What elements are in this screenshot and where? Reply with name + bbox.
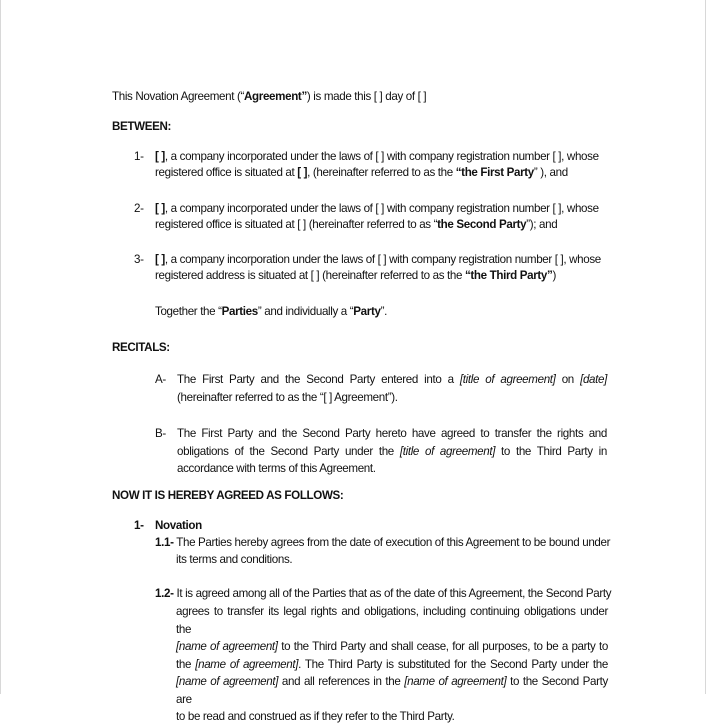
recital-a: The First Party and the Second Party entered into a [title of agreement] on [date] (hereinafter referred to as the “[ ] Agreement”).: [177, 373, 607, 404]
recitals-heading: RECITALS:: [112, 341, 170, 354]
recital-letter: B-: [155, 427, 166, 440]
recital-b: The First Party and the Second Party hereto have agreed to transfer the rights and obligations of the Second Party under the [title of agreement] to the Third Party in accordance with terms of this Agreement.: [177, 427, 607, 475]
section-title: Novation: [155, 519, 202, 532]
clause-1-2-line-1: 1.2- It is agreed among all of the Parties that as of the date of this Agreement, the Second Party: [155, 587, 612, 600]
recital-letter: A-: [155, 373, 166, 386]
party-3-line-1: [ ], a company incorporation under the laws of [ ] with company registration number [ ], whose: [155, 253, 601, 266]
party-3-line-2: registered address is situated at [ ] (hereinafter referred to as the “the Third Party”): [155, 269, 556, 282]
agreed-heading: NOW IT IS HEREBY AGREED AS FOLLOWS:: [112, 489, 344, 502]
clause-1-1-line-1: 1.1- The Parties hereby agrees from the date of execution of this Agreement to be bound under: [155, 536, 611, 549]
party-1-line-1: [ ], a company incorporated under the laws of [ ] with company registration number [ ], whose: [155, 150, 599, 163]
together-line: Together the “Parties” and individually a “Party”.: [155, 305, 387, 318]
party-number: 3-: [134, 253, 144, 266]
party-number: 2-: [134, 202, 144, 215]
party-2-line-1: [ ], a company incorporated under the laws of [ ] with company registration number [ ], whose: [155, 202, 599, 215]
clause-1-2-body: agrees to transfer its legal rights and obligations, including continuing obligations under the [name of agreement] to the Third Party and shall cease, for all purposes, to be a party to the [name of agreement]. The Third Party is substituted for the Second Party under the [name of agreement] and all references in the [name of agreement] to the Second Party are to be read and construed as if they refer to the Third Party.: [176, 605, 608, 723]
section-number: 1-: [134, 519, 144, 532]
party-1-line-2: registered office is situated at [ ], (hereinafter referred to as the “the First Party” ), and: [155, 166, 568, 179]
intro-line: This Novation Agreement (“Agreement”) is made this [ ] day of [ ]: [112, 90, 427, 103]
party-number: 1-: [134, 150, 144, 163]
between-heading: BETWEEN:: [112, 120, 172, 133]
clause-1-1-line-2: its terms and conditions.: [176, 553, 293, 566]
party-2-line-2: registered office is situated at [ ] (hereinafter referred to as “the Second Party”); and: [155, 218, 558, 231]
